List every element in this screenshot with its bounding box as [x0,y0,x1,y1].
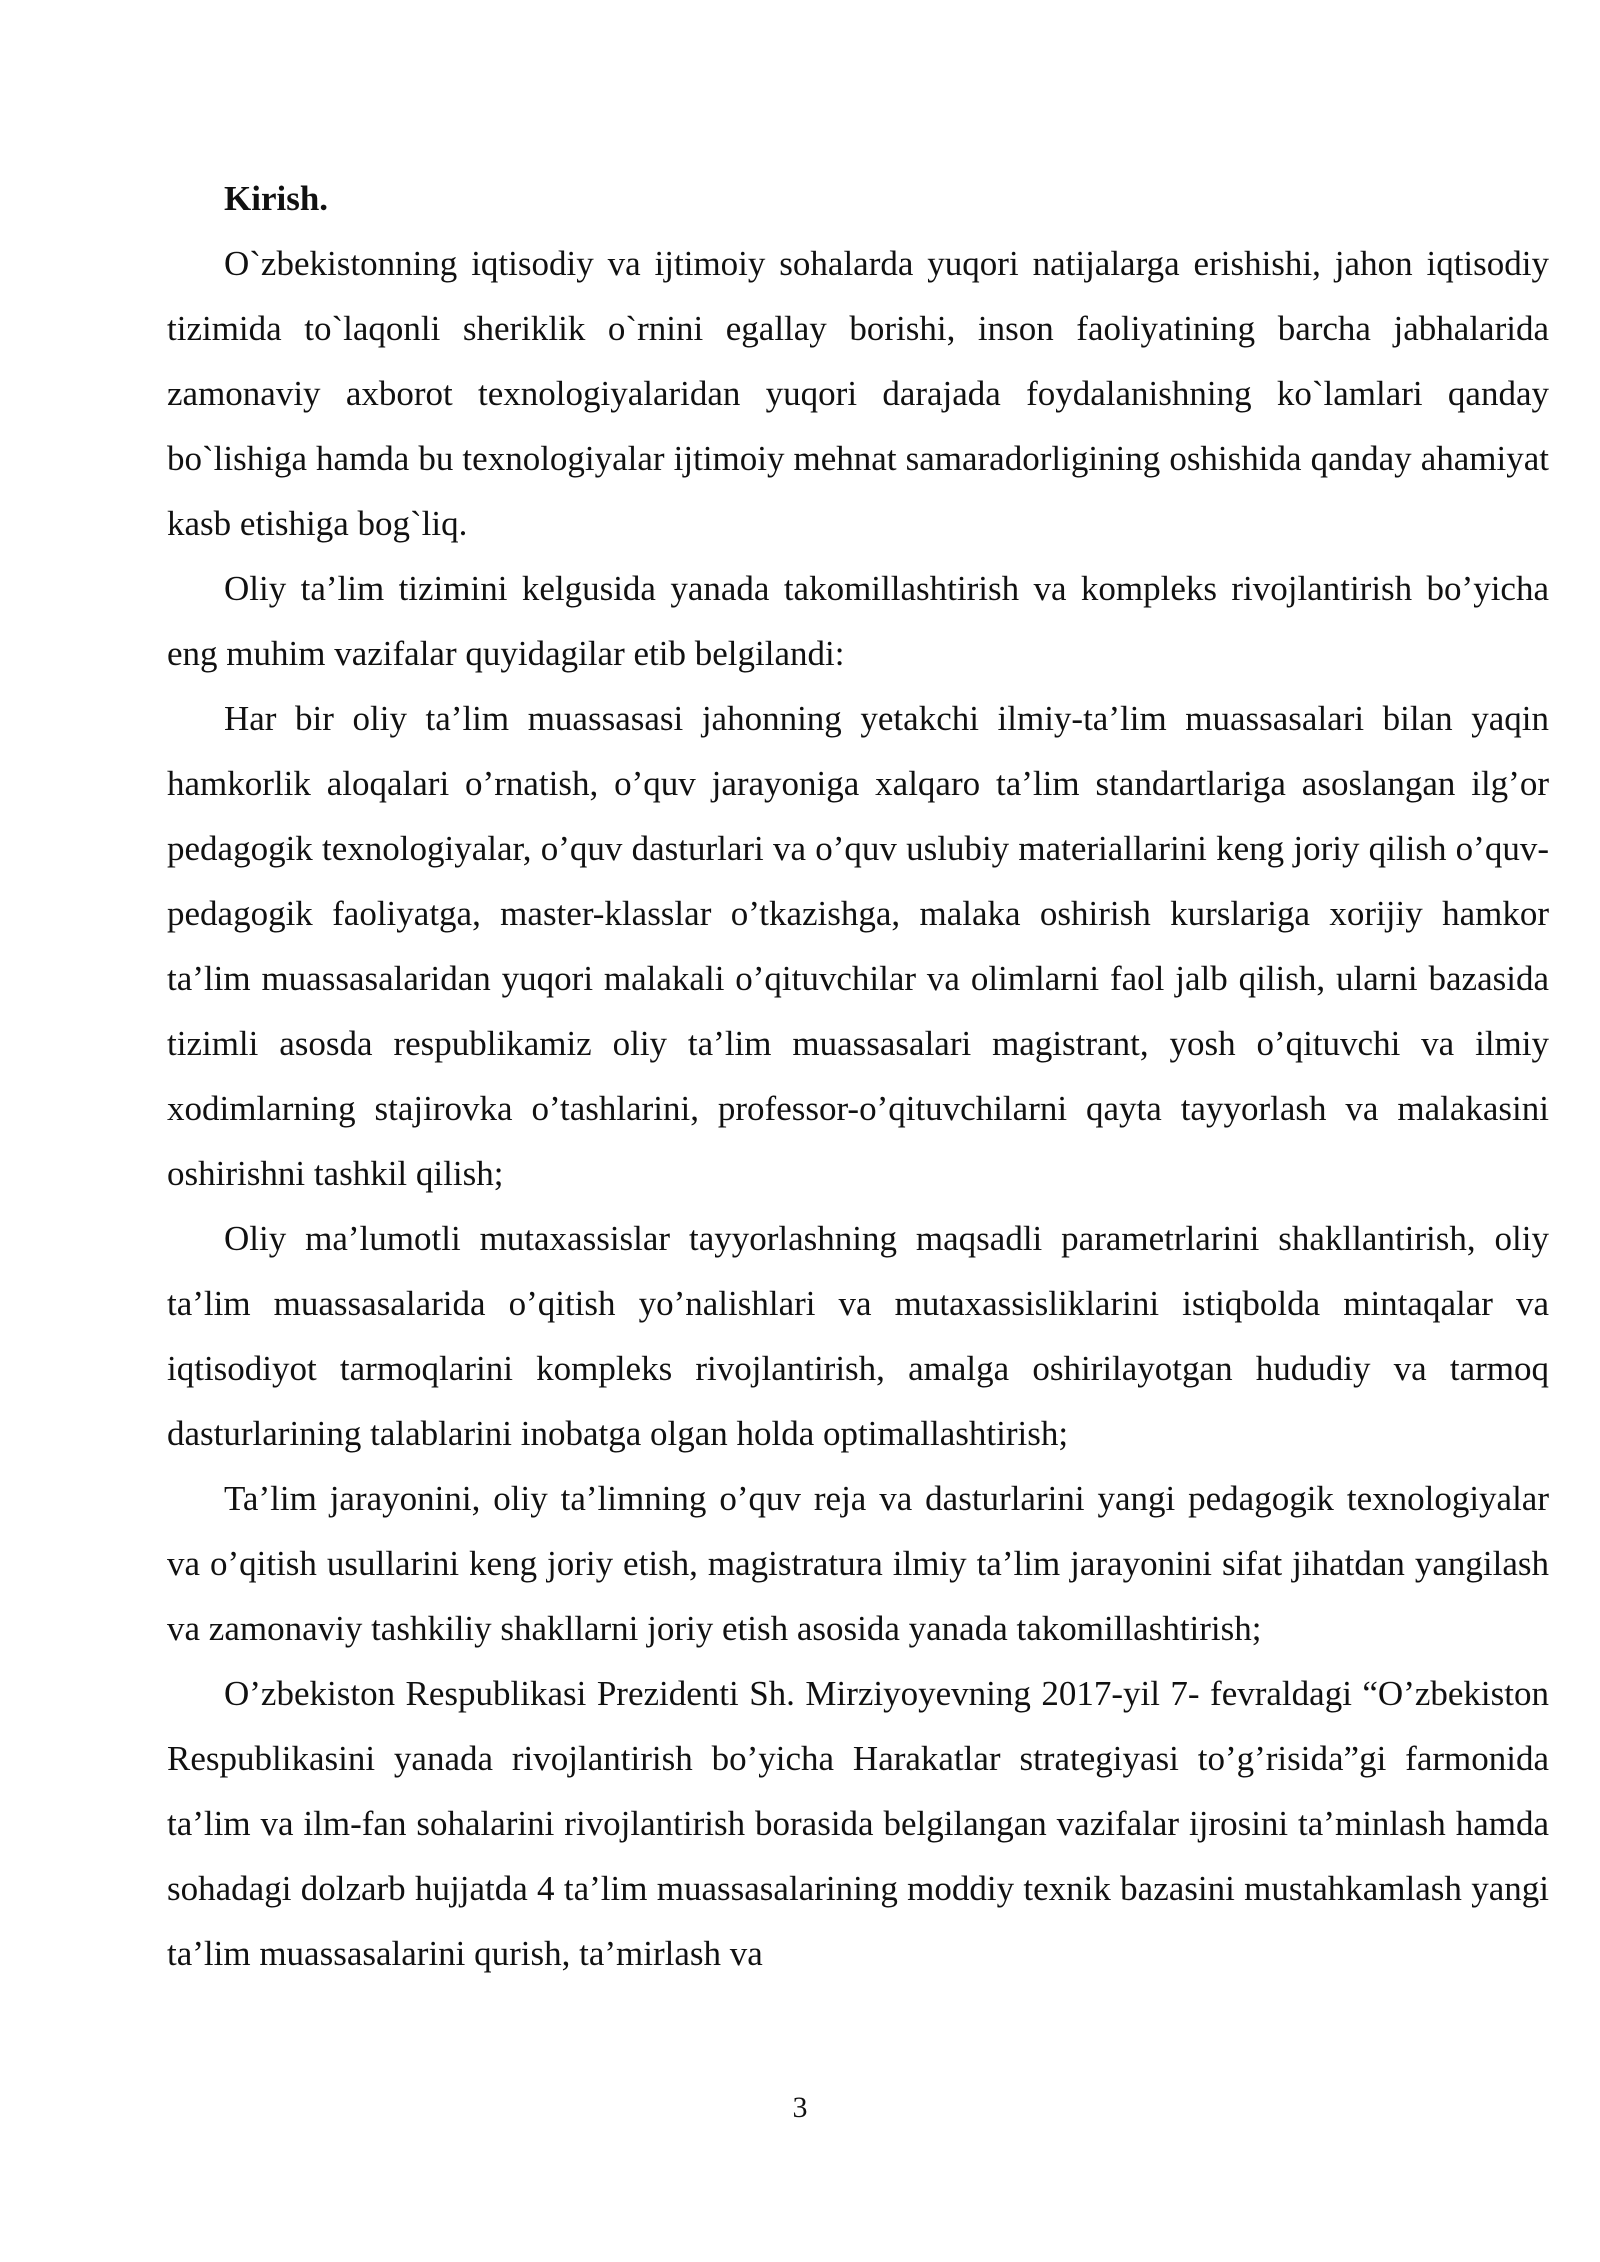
paragraph-president-decree: O’zbekiston Respublikasi Prezidenti Sh. Mirziyoyevning 2017-yil 7- fevraldagi “O’zbekiston Respublikasini yanada rivojlantirish bo’yicha Harakatlar strategiyasi to’g’risida”gi farmonida ta’lim va ilm-fan sohalarini rivojlantirish borasida belgilangan vazifalar ijrosini ta’minlash hamda sohadagi dolzarb hujjatda 4 ta’lim muassasalarining moddiy texnik bazasini mustahkamlash yangi ta’lim muassasalarini qurish, ta’mirlash va [167,1674,1549,1973]
paragraph-cooperation: Har bir oliy ta’lim muassasasi jahonning yetakchi ilmiy-ta’lim muassasalari bilan yaqin hamkorlik aloqalari o’rnatish, o’quv jarayoniga xalqaro ta’lim standartlariga asoslangan ilg’or pedagogik texnologiyalar, o’quv dasturlari va o’quv uslubiy materiallarini keng joriy qilish o’quv-pedagogik faoliyatga, master-klasslar o’tkazishga, malaka oshirish kurslariga xorijiy hamkor ta’lim muassasalaridan yuqori malakali o’qituvchilar va olimlarni faol jalb qilish, ularni bazasida tizimli asosda respublikamiz oliy ta’lim muassasalari magistrant, yosh o’qituvchi va ilmiy xodimlarning stajirovka o’tashlarini, professor-o’qituvchilarni qayta tayyorlash va malakasini oshirishni tashkil qilish; [167,699,1549,1193]
page-number: 3 [792,2091,808,2124]
section-heading: Kirish. [224,179,329,218]
paragraph-tasks-intro: Oliy ta’lim tizimini kelgusida yanada takomillashtirish va kompleks rivojlantirish bo’yicha eng muhim vazifalar quyidagilar etib belgilandi: [167,569,1549,673]
paragraph-intro: O`zbekistonning iqtisodiy va ijtimoiy sohalarda yuqori natijalarga erishishi, jahon iqtisodiy tizimida to`laqonli sheriklik o`rnini egallay borishi, inson faoliyatining barcha jabhalarida zamonaviy axborot texnologiyalaridan yuqori darajada foydalanishning ko`lamlari qanday bo`lishiga hamda bu texnologiyalar ijtimoiy mehnat samaradorligining oshishida qanday ahamiyat kasb etishiga bog`liq. [167,244,1549,543]
paragraph-education-process: Ta’lim jarayonini, oliy ta’limning o’quv reja va dasturlarini yangi pedagogik texnologiyalar va o’qitish usullarini keng joriy etish, magistratura ilmiy ta’lim jarayonini sifat jihatdan yangilash va zamonaviy tashkiliy shakllarni joriy etish asosida yanada takomillashtirish; [167,1479,1549,1648]
paragraph-parameters: Oliy ma’lumotli mutaxassislar tayyorlashning maqsadli parametrlarini shakllantirish, oliy ta’lim muassasalarida o’qitish yo’nalishlari va mutaxassisliklarini istiqbolda mintaqalar va iqtisodiyot tarmoqlarini kompleks rivojlantirish, amalga oshirilayotgan hududiy va tarmoq dasturlarining talablarini inobatga olgan holda optimallashtirish; [167,1219,1549,1453]
document-body [167,166,1549,1986]
